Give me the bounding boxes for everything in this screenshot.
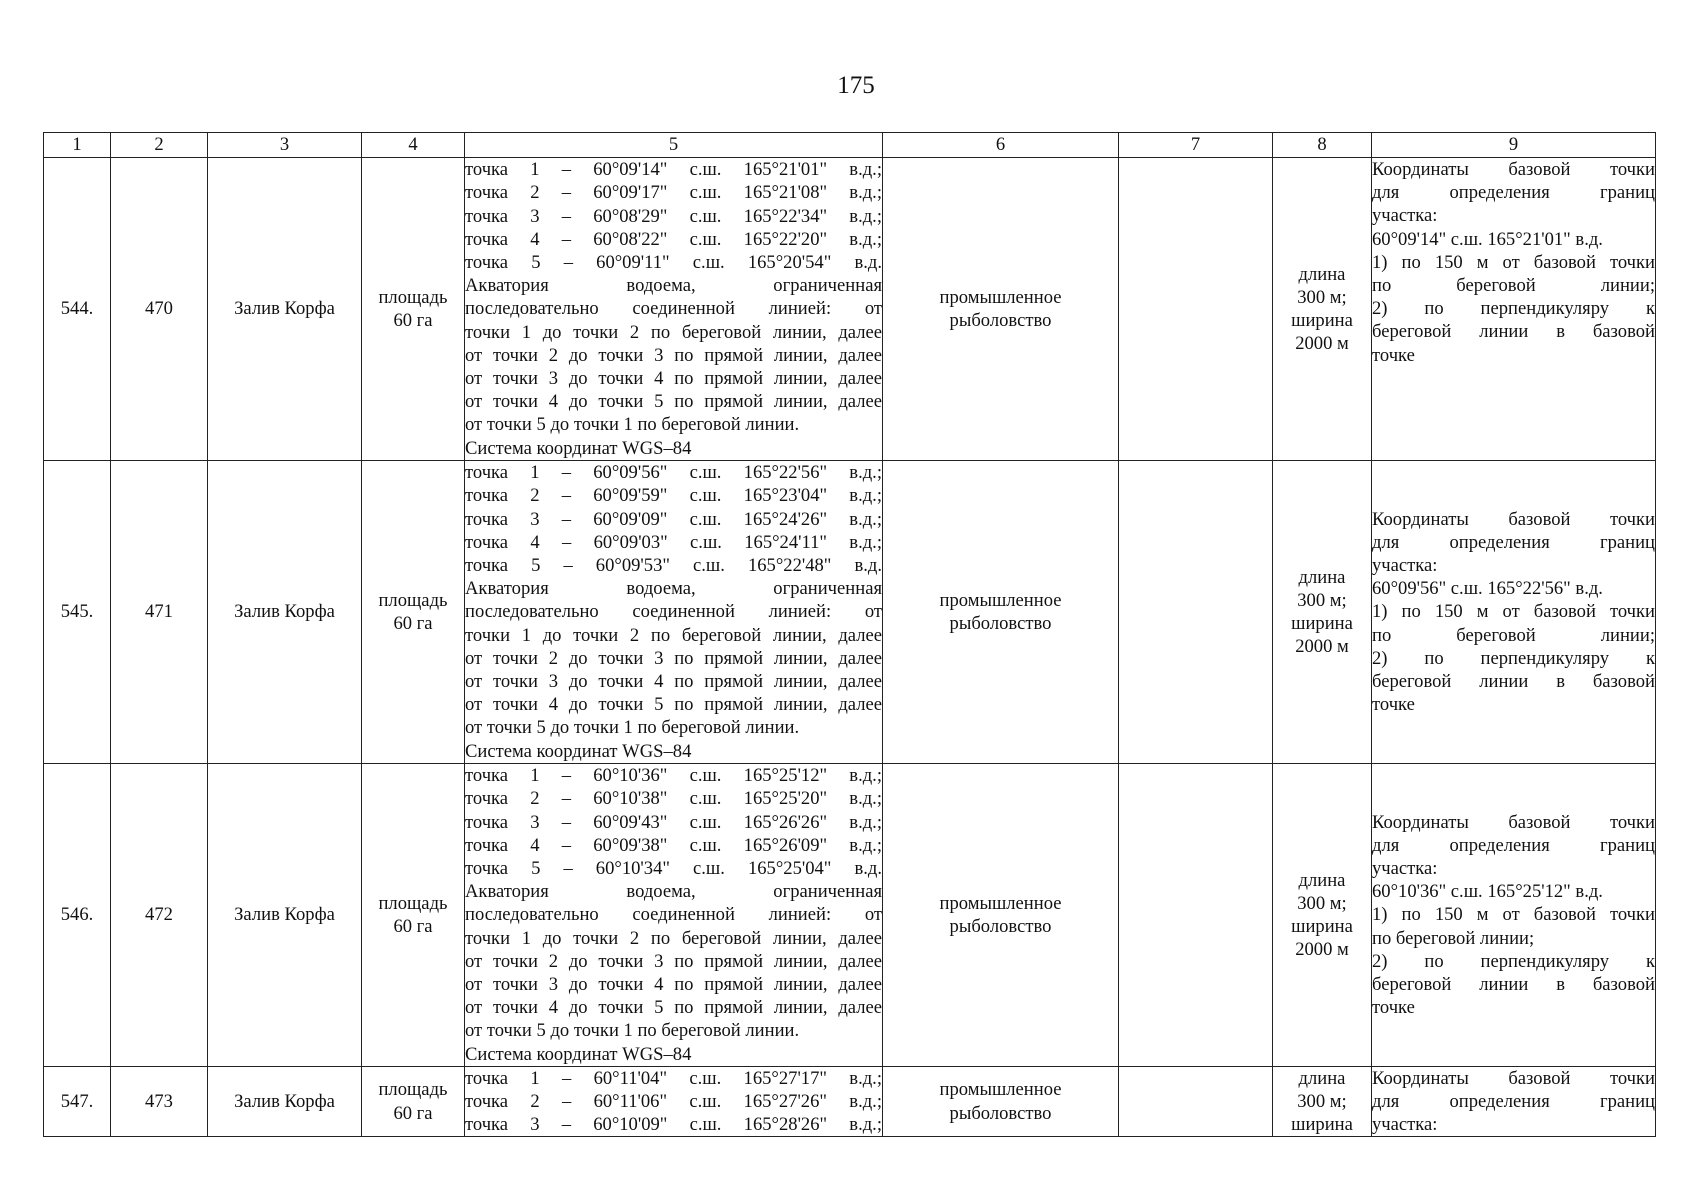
usage-line: рыболовство bbox=[949, 1102, 1052, 1124]
dimension-line: 2000 м bbox=[1295, 636, 1349, 658]
note-line: Координаты базовой точки bbox=[1372, 508, 1655, 530]
point-coordinates: точка 5 – 60°09'53" с.ш. 165°22'48" в.д. bbox=[465, 554, 882, 576]
water-body-name: Залив Корфа bbox=[208, 158, 362, 461]
usage-line: промышленное bbox=[939, 286, 1062, 308]
column-header: 6 bbox=[883, 133, 1119, 158]
boundary-description bbox=[465, 461, 883, 764]
column-7-cell bbox=[1119, 461, 1273, 764]
description-line: Акватория водоема, ограниченная bbox=[465, 275, 882, 297]
note-line: участка: bbox=[1372, 857, 1438, 879]
point-coordinates: точка 4 – 60°08'22" с.ш. 165°22'20" в.д.; bbox=[465, 228, 882, 250]
note-line: по береговой линии; bbox=[1372, 275, 1655, 297]
usage-line: промышленное bbox=[939, 892, 1062, 914]
usage-line: рыболовство bbox=[949, 916, 1052, 937]
area-size bbox=[362, 158, 465, 461]
coordinate-system: Система координат WGS–84 bbox=[465, 437, 692, 459]
note-line: для определения границ bbox=[1372, 182, 1655, 204]
note-line: 1) по 150 м от базовой точки bbox=[1372, 601, 1655, 623]
water-body-name: Залив Корфа bbox=[208, 764, 362, 1067]
note-line: по береговой линии; bbox=[1372, 624, 1655, 646]
description-line: от точки 3 до точки 4 по прямой линии, далее bbox=[465, 671, 882, 692]
clipped-content bbox=[465, 1067, 882, 1136]
description-line: точки 1 до точки 2 по береговой линии, далее bbox=[465, 927, 882, 949]
note-line: береговой линии в базовой bbox=[1372, 974, 1655, 995]
note-line: 60°09'14" с.ш. 165°21'01" в.д. bbox=[1372, 228, 1603, 250]
point-coordinates: точка 2 – 60°09'17" с.ш. 165°21'08" в.д.; bbox=[465, 182, 882, 204]
column-header: 1 bbox=[44, 133, 111, 158]
description-line: от точки 5 до точки 1 по береговой линии. bbox=[465, 414, 800, 436]
description-line: Акватория водоема, ограниченная bbox=[465, 881, 882, 903]
description-line: от точки 4 до точки 5 по прямой линии, далее bbox=[465, 694, 882, 716]
row-number: 544. bbox=[44, 158, 111, 461]
area-value: 60 га bbox=[393, 310, 433, 331]
note-line: 2) по перпендикуляру к bbox=[1372, 950, 1655, 972]
usage-line: рыболовство bbox=[949, 613, 1052, 634]
boundary-description bbox=[465, 1067, 883, 1137]
area-dimensions bbox=[1273, 1067, 1372, 1137]
column-7-cell bbox=[1119, 158, 1273, 461]
note-line: точке bbox=[1372, 997, 1415, 1019]
dimension-line: 300 м; bbox=[1297, 589, 1347, 611]
fishing-areas-table bbox=[43, 132, 1656, 1137]
dimension-line: ширина bbox=[1291, 613, 1353, 634]
column-7-cell bbox=[1119, 1067, 1273, 1137]
note-line: 60°10'36" с.ш. 165°25'12" в.д. bbox=[1372, 881, 1603, 903]
point-coordinates: точка 3 – 60°09'09" с.ш. 165°24'26" в.д.; bbox=[465, 508, 882, 530]
table-row bbox=[44, 158, 1656, 461]
description-line: от точки 3 до точки 4 по прямой линии, далее bbox=[465, 974, 882, 995]
column-7-cell bbox=[1119, 764, 1273, 1067]
dimension-line: длина bbox=[1298, 566, 1346, 588]
area-label: площадь bbox=[378, 589, 448, 611]
clipped-content bbox=[1372, 1067, 1655, 1136]
dimension-line: 2000 м bbox=[1295, 333, 1349, 355]
boundary-note bbox=[1372, 764, 1656, 1067]
note-line: 2) по перпендикуляру к bbox=[1372, 647, 1655, 669]
area-label: площадь bbox=[378, 892, 448, 914]
clipped-content bbox=[1273, 1067, 1371, 1136]
water-body-name: Залив Корфа bbox=[208, 461, 362, 764]
table-row bbox=[44, 461, 1656, 764]
usage-line: промышленное bbox=[939, 589, 1062, 611]
area-label: площадь bbox=[378, 1079, 448, 1101]
description-line: последовательно соединенной линией: от bbox=[465, 298, 882, 320]
water-body-name: Залив Корфа bbox=[208, 1067, 362, 1137]
point-coordinates: точка 1 – 60°11'04" с.ш. 165°27'17" в.д.; bbox=[465, 1068, 882, 1089]
description-line: от точки 2 до точки 3 по прямой линии, далее bbox=[465, 950, 882, 972]
area-label: площадь bbox=[378, 286, 448, 308]
point-coordinates: точка 4 – 60°09'38" с.ш. 165°26'09" в.д.; bbox=[465, 834, 882, 856]
area-size bbox=[362, 1067, 465, 1137]
area-dimensions bbox=[1273, 158, 1372, 461]
description-line: от точки 5 до точки 1 по береговой линии. bbox=[465, 1020, 800, 1042]
usage-type bbox=[883, 764, 1119, 1067]
point-coordinates: точка 3 – 60°08'29" с.ш. 165°22'34" в.д.; bbox=[465, 205, 882, 227]
dimension-line: 300 м; bbox=[1297, 286, 1347, 308]
column-numbers-row bbox=[44, 133, 1656, 158]
page-number: 175 bbox=[837, 72, 875, 99]
usage-line: рыболовство bbox=[949, 310, 1052, 331]
usage-type bbox=[883, 461, 1119, 764]
column-header: 8 bbox=[1273, 133, 1372, 158]
description-line: последовательно соединенной линией: от bbox=[465, 601, 882, 623]
dimension-line: 300 м; bbox=[1297, 892, 1347, 914]
description-line: от точки 4 до точки 5 по прямой линии, далее bbox=[465, 997, 882, 1019]
area-value: 60 га bbox=[393, 1102, 433, 1124]
note-line: Координаты базовой точки bbox=[1372, 811, 1655, 833]
column-header: 7 bbox=[1119, 133, 1273, 158]
row-number: 546. bbox=[44, 764, 111, 1067]
point-coordinates: точка 2 – 60°11'06" с.ш. 165°27'26" в.д.; bbox=[465, 1091, 882, 1113]
note-line: Координаты базовой точки bbox=[1372, 159, 1655, 180]
row-number: 545. bbox=[44, 461, 111, 764]
note-line: участка: bbox=[1372, 1114, 1438, 1136]
boundary-description bbox=[465, 158, 883, 461]
boundary-note bbox=[1372, 1067, 1656, 1137]
dimension-line: ширина bbox=[1291, 310, 1353, 331]
note-line: по береговой линии; bbox=[1372, 927, 1535, 949]
area-code: 470 bbox=[111, 158, 208, 461]
column-header: 4 bbox=[362, 133, 465, 158]
column-header: 9 bbox=[1372, 133, 1656, 158]
note-line: 2) по перпендикуляру к bbox=[1372, 298, 1655, 320]
description-line: от точки 2 до точки 3 по прямой линии, далее bbox=[465, 344, 882, 366]
note-line: 1) по 150 м от базовой точки bbox=[1372, 251, 1655, 273]
note-line: для определения границ bbox=[1372, 1091, 1655, 1113]
point-coordinates: точка 4 – 60°09'03" с.ш. 165°24'11" в.д.; bbox=[465, 531, 882, 553]
point-coordinates: точка 3 – 60°09'43" с.ш. 165°26'26" в.д.; bbox=[465, 811, 882, 833]
dimension-line: 300 м; bbox=[1297, 1091, 1347, 1113]
note-line: береговой линии в базовой bbox=[1372, 671, 1655, 692]
area-code: 472 bbox=[111, 764, 208, 1067]
note-line: участка: bbox=[1372, 205, 1438, 227]
description-line: точки 1 до точки 2 по береговой линии, далее bbox=[465, 321, 882, 343]
usage-type bbox=[883, 158, 1119, 461]
area-dimensions bbox=[1273, 461, 1372, 764]
area-dimensions bbox=[1273, 764, 1372, 1067]
description-line: Акватория водоема, ограниченная bbox=[465, 578, 882, 600]
usage-line: промышленное bbox=[939, 1079, 1062, 1101]
dimension-line: ширина bbox=[1291, 1114, 1353, 1136]
boundary-note bbox=[1372, 158, 1656, 461]
boundary-note bbox=[1372, 461, 1656, 764]
point-coordinates: точка 2 – 60°10'38" с.ш. 165°25'20" в.д.; bbox=[465, 788, 882, 810]
column-header: 3 bbox=[208, 133, 362, 158]
area-code: 471 bbox=[111, 461, 208, 764]
point-coordinates: точка 1 – 60°09'14" с.ш. 165°21'01" в.д.; bbox=[465, 159, 882, 181]
point-coordinates: точка 5 – 60°09'11" с.ш. 165°20'54" в.д. bbox=[465, 251, 882, 273]
note-line: береговой линии в базовой bbox=[1372, 321, 1655, 343]
point-coordinates: точка 1 – 60°10'36" с.ш. 165°25'12" в.д.; bbox=[465, 765, 882, 787]
row-number: 547. bbox=[44, 1067, 111, 1137]
note-line: для определения границ bbox=[1372, 834, 1655, 856]
note-line: 60°09'56" с.ш. 165°22'56" в.д. bbox=[1372, 578, 1603, 600]
area-code: 473 bbox=[111, 1067, 208, 1137]
dimension-line: длина bbox=[1298, 263, 1346, 285]
description-line: от точки 5 до точки 1 по береговой линии. bbox=[465, 717, 800, 739]
note-line: Координаты базовой точки bbox=[1372, 1068, 1655, 1089]
note-line: точке bbox=[1372, 344, 1415, 366]
coordinate-system: Система координат WGS–84 bbox=[465, 740, 692, 762]
area-value: 60 га bbox=[393, 916, 433, 937]
description-line: последовательно соединенной линией: от bbox=[465, 904, 882, 926]
area-value: 60 га bbox=[393, 613, 433, 634]
dimension-line: длина bbox=[1298, 1068, 1346, 1089]
description-line: от точки 2 до точки 3 по прямой линии, далее bbox=[465, 647, 882, 669]
point-coordinates: точка 5 – 60°10'34" с.ш. 165°25'04" в.д. bbox=[465, 857, 882, 879]
area-size bbox=[362, 461, 465, 764]
column-header: 2 bbox=[111, 133, 208, 158]
table-row bbox=[44, 1067, 1656, 1137]
note-line: для определения границ bbox=[1372, 531, 1655, 553]
usage-type bbox=[883, 1067, 1119, 1137]
dimension-line: длина bbox=[1298, 869, 1346, 891]
table-row bbox=[44, 764, 1656, 1067]
area-size bbox=[362, 764, 465, 1067]
note-line: участка: bbox=[1372, 554, 1438, 576]
point-coordinates: точка 1 – 60°09'56" с.ш. 165°22'56" в.д.; bbox=[465, 462, 882, 484]
column-header: 5 bbox=[465, 133, 883, 158]
point-coordinates: точка 2 – 60°09'59" с.ш. 165°23'04" в.д.; bbox=[465, 485, 882, 507]
note-line: точке bbox=[1372, 694, 1415, 716]
boundary-description bbox=[465, 764, 883, 1067]
description-line: от точки 3 до точки 4 по прямой линии, далее bbox=[465, 368, 882, 389]
point-coordinates: точка 3 – 60°10'09" с.ш. 165°28'26" в.д.; bbox=[465, 1114, 882, 1136]
description-line: от точки 4 до точки 5 по прямой линии, далее bbox=[465, 391, 882, 413]
dimension-line: ширина bbox=[1291, 916, 1353, 937]
note-line: 1) по 150 м от базовой точки bbox=[1372, 904, 1655, 926]
dimension-line: 2000 м bbox=[1295, 939, 1349, 961]
coordinate-system: Система координат WGS–84 bbox=[465, 1043, 692, 1065]
description-line: точки 1 до точки 2 по береговой линии, далее bbox=[465, 624, 882, 646]
